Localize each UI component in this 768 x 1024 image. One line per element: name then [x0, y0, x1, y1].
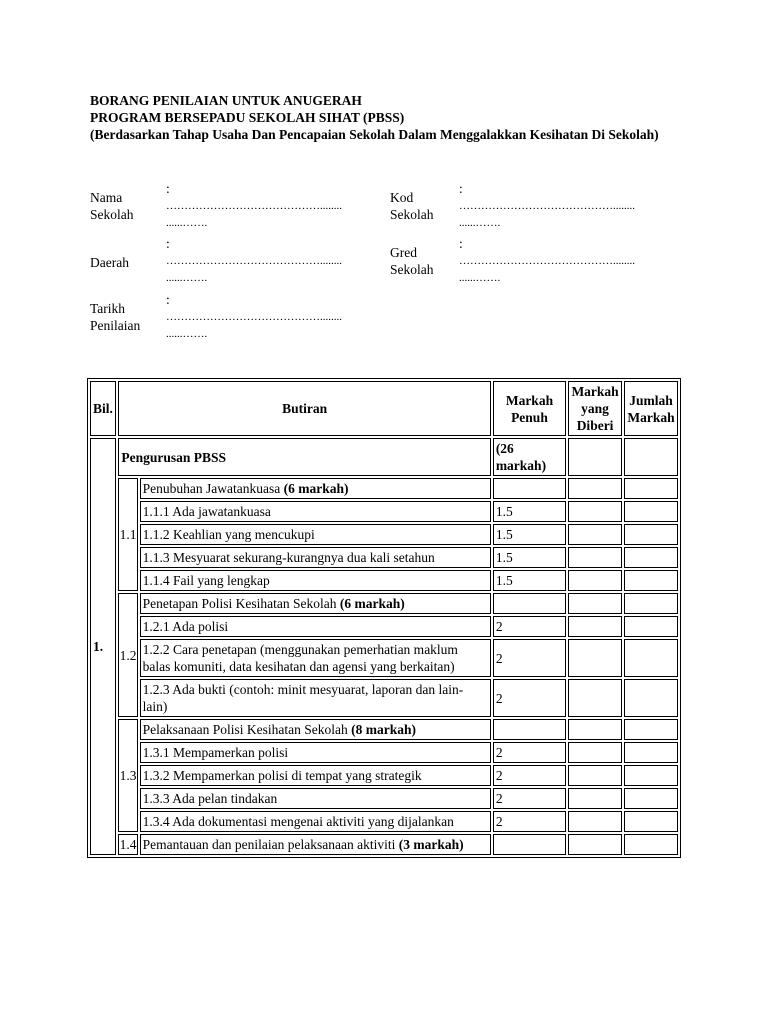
header-markah-diberi: Markah yang Diberi — [568, 381, 622, 436]
full-marks-cell: 1.5 — [493, 524, 566, 545]
marks-given-cell[interactable] — [568, 616, 622, 637]
full-marks-cell: 1.5 — [493, 570, 566, 591]
group-title-row — [90, 834, 678, 855]
nama-sekolah-label: Nama Sekolah — [90, 190, 134, 222]
tarikh-penilaian-label: Tarikh Penilaian — [90, 301, 141, 333]
total-marks-cell[interactable] — [624, 524, 678, 545]
item-text: 1.2.1 Ada polisi — [140, 616, 491, 637]
item-text: 1.3.1 Mempamerkan polisi — [140, 742, 491, 763]
header-jumlah-markah: Jumlah Markah — [624, 381, 678, 436]
nama-sekolah-colon: : — [166, 181, 170, 196]
gred-sekolah-field[interactable]: ……………………………………........ ......……. — [459, 255, 635, 284]
title-line-1: BORANG PENILAIAN UNTUK ANUGERAH — [90, 93, 362, 108]
daerah-label: Daerah — [90, 255, 129, 270]
header-butiran: Butiran — [118, 381, 490, 436]
marks-given-cell[interactable] — [568, 639, 622, 677]
marks-given-cell[interactable] — [568, 788, 622, 809]
table-row — [90, 547, 678, 568]
total-marks-cell[interactable] — [624, 834, 678, 855]
marks-given-cell[interactable] — [568, 547, 622, 568]
total-marks-cell[interactable] — [624, 501, 678, 522]
table-row — [90, 570, 678, 591]
title-line-2: PROGRAM BERSEPADU SEKOLAH SIHAT (PBSS) — [90, 110, 405, 125]
table-header-row — [90, 381, 678, 436]
group-title: Penetapan Polisi Kesihatan Sekolah (6 markah) — [140, 593, 491, 614]
full-marks-cell: 1.5 — [493, 547, 566, 568]
full-marks-cell: 2 — [493, 742, 566, 763]
total-marks-cell[interactable] — [624, 811, 678, 832]
marks-given-cell[interactable] — [568, 593, 622, 614]
full-marks-cell — [493, 478, 566, 499]
table-row — [90, 679, 678, 717]
total-marks-cell[interactable] — [624, 478, 678, 499]
marks-given-cell[interactable] — [568, 524, 622, 545]
item-text: 1.3.4 Ada dokumentasi mengenai aktiviti yang dijalankan — [140, 811, 491, 832]
assessment-table — [87, 378, 681, 858]
marks-given-cell[interactable] — [568, 719, 622, 740]
full-marks-cell: 2 — [493, 788, 566, 809]
full-marks-cell — [493, 719, 566, 740]
full-marks-cell — [493, 593, 566, 614]
full-marks-cell: 2 — [493, 811, 566, 832]
header-bil: Bil. — [90, 381, 116, 436]
tarikh-penilaian-field[interactable]: ……………………………………........ ......……. — [166, 311, 342, 340]
total-marks-cell[interactable] — [624, 679, 678, 717]
item-text: 1.1.4 Fail yang lengkap — [140, 570, 491, 591]
gred-sekolah-label: Gred Sekolah — [390, 245, 434, 277]
full-marks-cell: 2 — [493, 616, 566, 637]
daerah-field[interactable]: ……………………………………........ ......……. — [166, 255, 342, 284]
item-text: 1.3.3 Ada pelan tindakan — [140, 788, 491, 809]
marks-given-cell[interactable] — [568, 742, 622, 763]
group-number: 1.4 — [118, 834, 137, 855]
group-number: 1.1 — [118, 478, 137, 591]
group-title-row — [90, 593, 678, 614]
total-marks-cell[interactable] — [624, 639, 678, 677]
full-marks-cell: 2 — [493, 679, 566, 717]
item-text: 1.2.3 Ada bukti (contoh: minit mesyuarat, laporan dan lain-lain) — [140, 679, 491, 717]
section-row — [90, 438, 678, 476]
marks-given-cell[interactable] — [568, 811, 622, 832]
kod-sekolah-field[interactable]: ……………………………………........ ......……. — [459, 200, 635, 229]
title-line-3: (Berdasarkan Tahap Usaha Dan Pencapaian Sekolah Dalam Menggalakkan Kesihatan Di Sekolah) — [90, 127, 659, 142]
table-row — [90, 742, 678, 763]
item-text: 1.1.2 Keahlian yang mencukupi — [140, 524, 491, 545]
marks-given-cell[interactable] — [568, 679, 622, 717]
group-title: Penubuhan Jawatankuasa (6 markah) — [140, 478, 491, 499]
total-marks-cell[interactable] — [624, 719, 678, 740]
group-title-row — [90, 478, 678, 499]
total-marks-cell[interactable] — [624, 593, 678, 614]
group-number: 1.3 — [118, 719, 137, 832]
section-marks: (26 markah) — [493, 438, 566, 476]
group-title: Pelaksanaan Polisi Kesihatan Sekolah (8 markah) — [140, 719, 491, 740]
table-row — [90, 501, 678, 522]
daerah-colon: : — [166, 236, 170, 251]
table-row — [90, 524, 678, 545]
kod-sekolah-colon: : — [459, 181, 463, 196]
group-number: 1.2 — [118, 593, 137, 717]
total-marks-cell[interactable] — [624, 742, 678, 763]
marks-given-cell[interactable] — [568, 834, 622, 855]
total-marks-cell[interactable] — [624, 616, 678, 637]
marks-given-cell[interactable] — [568, 438, 622, 476]
full-marks-cell — [493, 834, 566, 855]
kod-sekolah-label: Kod Sekolah — [390, 190, 434, 222]
total-marks-cell[interactable] — [624, 788, 678, 809]
total-marks-cell[interactable] — [624, 438, 678, 476]
nama-sekolah-field[interactable]: ……………………………………........ ......……. — [166, 200, 342, 229]
item-text: 1.1.3 Mesyuarat sekurang-kurangnya dua kali setahun — [140, 547, 491, 568]
marks-given-cell[interactable] — [568, 501, 622, 522]
section-number: 1. — [90, 438, 116, 855]
marks-given-cell[interactable] — [568, 765, 622, 786]
marks-given-cell[interactable] — [568, 570, 622, 591]
form-title — [90, 92, 710, 143]
gred-sekolah-colon: : — [459, 236, 463, 251]
item-text: 1.2.2 Cara penetapan (menggunakan pemerhatian maklum balas komuniti, data kesihatan dan agensi yang berkaitan) — [140, 639, 491, 677]
full-marks-cell: 2 — [493, 765, 566, 786]
section-title: Pengurusan PBSS — [118, 438, 490, 476]
marks-given-cell[interactable] — [568, 478, 622, 499]
total-marks-cell[interactable] — [624, 765, 678, 786]
table-row — [90, 788, 678, 809]
tarikh-penilaian-colon: : — [166, 292, 170, 307]
group-title: Pemantauan dan penilaian pelaksanaan aktiviti (3 markah) — [140, 834, 491, 855]
group-title-row — [90, 719, 678, 740]
total-marks-cell[interactable] — [624, 570, 678, 591]
full-marks-cell: 2 — [493, 639, 566, 677]
total-marks-cell[interactable] — [624, 547, 678, 568]
table-row — [90, 639, 678, 677]
header-markah-penuh: Markah Penuh — [493, 381, 566, 436]
table-row — [90, 765, 678, 786]
item-text: 1.1.1 Ada jawatankuasa — [140, 501, 491, 522]
table-row — [90, 811, 678, 832]
item-text: 1.3.2 Mempamerkan polisi di tempat yang strategik — [140, 765, 491, 786]
table-row — [90, 616, 678, 637]
full-marks-cell: 1.5 — [493, 501, 566, 522]
